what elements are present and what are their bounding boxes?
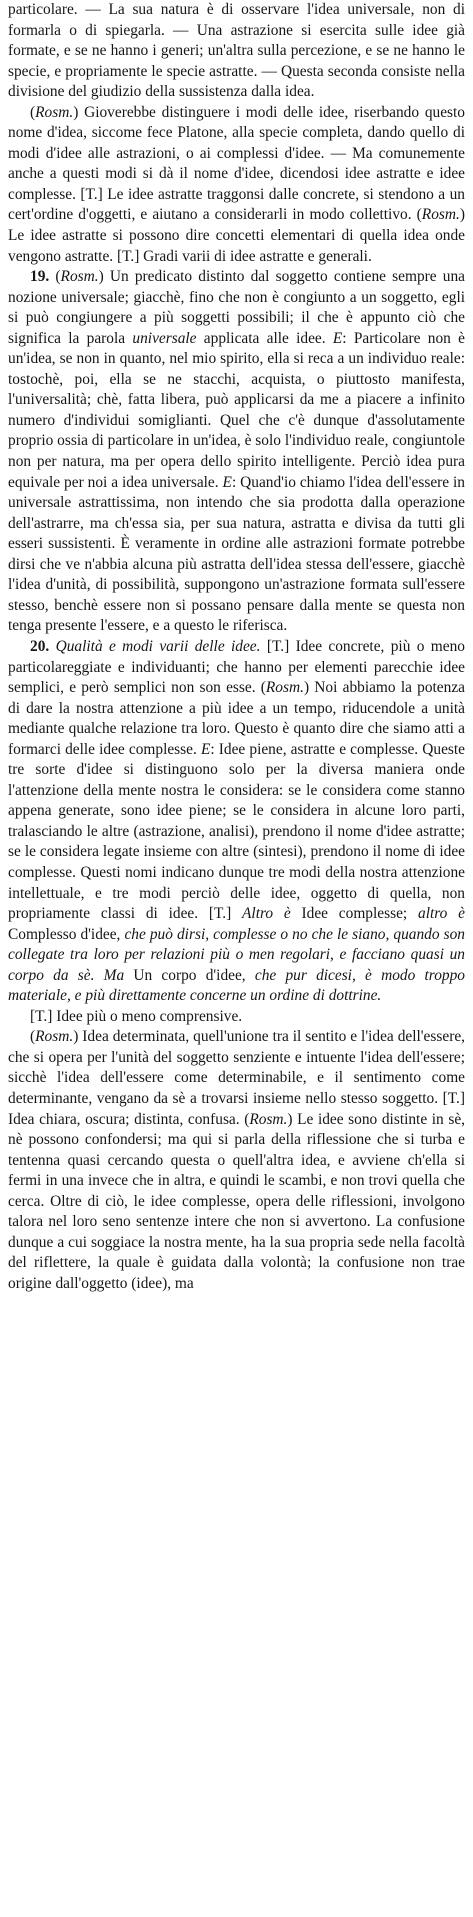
term-universale: universale (347, 1, 411, 18)
paragraph-idea-determinata: (Rosm.) Idea determinata, quell'unione tra il sentito e l'idea dell'essere, che si opera per l'unità del soggetto senziente e intuente l'idea dell'essere; sicchè l'idea dell'essere come determinabile, e il sentimento come determinante, vengano da sè a trovarsi insieme nello stesso soggetto. [T.] Idea chiara, oscura; distinta, confusa. (Rosm.) Le idee sono distinte in sè, nè possono confondersi; ma qui si parla della riflessione che si turba e tentenna quasi cercando questa o quell'altra idea, e avviene ch'ella si fermi in una invece che in altra, e quindi le scambi, e non trovi quella che cerca. Oltre di ciò, le idee complesse, opera delle riflessioni, involgono talora nel loro seno sentenze intere che non si avvertono. La confusione dunque a cui soggiace la nostra mente, ha la sua propria sede nella facoltà del riflettere, la quale è guidata dalla volontà; la confusione non trae origine dall'oggetto (idee), ma (8, 1028, 465, 1292)
section-19: 19. (Rosm.) Un predicato distinto dal soggetto contiene sempre una nozione universale; giacchè, fino che non è congiunto a un soggetto, egli si può congiungere a più soggetti possibili; il che è appunto ciò che significa la parola universale applicata alle idee. E: Particolare non è un'idea, se non in quanto, nel mio spirito, ella si reca a un individuo reale: tostochè, poi, ella se ne stacchi, acquista, o piuttosto manifesta, l'universalità; chè, fatta libera, può applicarsi da me a piacere a infinito numero d'individui somiglianti. Quel che c'è dunque d'assolutamente proprio ossia di particolare in un'idea, è solo l'individuo reale, congiuntole non per natura, ma per opera dello spirito intelligente. Perciò idea pura equivale per noi a idea universale. E: Quand'io chiamo l'idea dell'essere in universale astrattissima, non intendo che sia prodotta dalla operazione dell'astrarre, ma ch'essa sia, per sua natura, astratta e divisa da tutti gli esseri sussistenti. È veramente in ordine alle astrazioni formate potrebbe dirsi che ve n'abbia alcuna più astratta dell'idea stessa dell'essere, giacchè l'idea d'unità, di possibilità, suppongono un'astrazione formata sull'essere stesso, benchè essere non si possano pensare dalla mente se questa non tenga presente l'essere, e a questo le riferisca. (8, 268, 466, 635)
section-20: 20. Qualità e modi varii delle idee. [T.] Idee concrete, più o meno particolareggiate e individuanti; che hanno per elementi parecchie idee semplici, e però semplici non son esse. (Rosm.) Noi abbiamo la potenza di dare la nostra attenzione a più idee a un tempo, riducendole a unità mediante qualche relazione tra loro. Questo è quanto dire che siamo atti a formarci delle idee complesse. E: Idee piene, astratte e complesse. Queste tre sorte d'idee si distinguono solo per la diversa maniera onde l'attenzione della mente nostra le considera: se le considera come stanno appena generate, sono idee piene; se le considera in alcune loro parti, tralasciando le altre (astrazione, analisi), prendono il nome d'idee astratte; se le considera legate insieme con altre (sintesi), prendono il nome di idee complesse. Questi nomi indicano dunque tre modi della nostra attenzione intellettuale, e tre modi perciò delle idee, oggetto di quella, non propriamente classi di idee. [T.] Altro è Idee complesse; altro è Complesso d'idee, che può dirsi, complesse o no che le siano, quando son collegate tra loro per relazioni più o men regolari, e facciano quasi un corpo da sè. Ma Un corpo d'idee, che pur dicesi, è modo troppo materiale, e più direttamente concerne un ordine di dottrine. (8, 637, 465, 1005)
paragraph-modi-delle-idee: (Rosm.) Gioverebbe distinguere i modi delle idee, riserbando questo nome d'idea, siccome fece Platone, alla specie completa, dando quello di modi d'idee alle astrazioni, o ai complessi d'idee. — Ma comunemente anche a questi modi si dà il nome d'idee, dicendosi idee astratte e idee complesse. [T.] Le idee astratte traggonsi dalle concrete, si stendono a un cert'ordine d'oggetti, e aiutano a considerarli in modo collettivo. (Rosm.) Le idee astratte si possono dire concetti elementari di quella idea onde vengono astratte. [T.] Gradi varii di idee astratte e generali. (8, 103, 465, 265)
paragraph-idee-comprensive: [T.] Idee più o meno comprensive. (30, 1007, 243, 1025)
paragraph-continuation: particolare. — La sua natura è di osservare l'idea universale, non di formarla o di spiegarla. — Una astrazione si esercita sulle idee già formate, e se ne hanno i generi; un'altra sulla percezione, e se ne hanno le specie, e propriamente le specie astratte. — Questa seconda consiste nella divisione del giudizio della sussistenza dalla idea. (8, 1, 465, 101)
